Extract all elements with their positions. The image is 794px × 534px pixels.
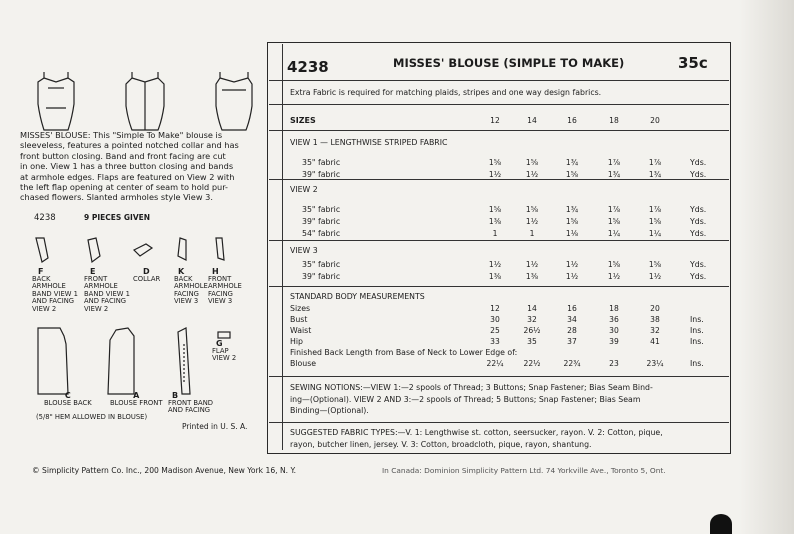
view-2-sketch xyxy=(126,72,164,130)
unit-label: Yds. xyxy=(690,260,707,269)
table-cell: 14 xyxy=(527,116,537,125)
table-cell: 20 xyxy=(650,116,660,125)
piece-G: G FLAP VIEW 2 xyxy=(212,339,237,363)
table-cell: 39 xyxy=(609,337,619,346)
sewing-notions xyxy=(290,382,653,417)
table-cell: 28 xyxy=(567,326,577,335)
notions-line: SEWING NOTIONS:—VIEW 1:—2 spools of Thread; 3 Buttons; Snap Fastener; Bias Seam Bind- xyxy=(290,383,653,392)
hem-note: (5/8" HEM ALLOWED IN BLOUSE) xyxy=(36,413,148,421)
table-cell: 1⅞ xyxy=(648,205,662,214)
pattern-title: MISSES' BLOUSE (SIMPLE TO MAKE) xyxy=(393,56,625,70)
table-cell: 22¾ xyxy=(563,359,581,368)
table-cell: 1⅝ xyxy=(525,158,539,167)
measurement-label: Waist xyxy=(290,326,312,335)
piece-K: K BACK ARMHOLE FACING VIEW 3 xyxy=(174,267,208,306)
table-cell: 23¼ xyxy=(646,359,664,368)
suggested-fabrics xyxy=(290,427,663,450)
table-cell: 37 xyxy=(567,337,577,346)
table-cell: 32 xyxy=(527,315,537,324)
description-line: sleeveless, features a pointed notched collar and has xyxy=(20,140,239,151)
description-line: chased flowers. Slanted armholes style View 3. xyxy=(20,192,213,203)
back-length-label: Finished Back Length from Base of Neck to Lower Edge of: xyxy=(290,348,518,357)
piece-E: E FRONT ARMHOLE BAND VIEW 1 AND FACING VIEW 2 xyxy=(84,267,130,313)
table-cell: 12 xyxy=(490,304,500,313)
table-cell: 1 xyxy=(492,229,498,238)
table-cell: 18 xyxy=(609,304,619,313)
table-cell: 20 xyxy=(650,304,660,313)
description-line: in one. View 1 has a three button closing and bands xyxy=(20,161,234,172)
piece-D: D COLLAR xyxy=(133,267,161,283)
fabric-width-label: 39" fabric xyxy=(302,272,341,281)
table-cell: 1¼ xyxy=(607,229,621,238)
sizes-label: SIZES xyxy=(290,116,316,125)
table-cell: 1¾ xyxy=(607,170,621,179)
table-cell: 1⅝ xyxy=(607,260,621,269)
table-cell: 25 xyxy=(490,326,500,335)
clip-mark xyxy=(710,514,732,534)
measurement-label: Blouse xyxy=(290,359,317,368)
table-cell: 1⅝ xyxy=(648,260,662,269)
piece-F: F BACK ARMHOLE BAND VIEW 1 AND FACING VIEW 2 xyxy=(32,267,78,313)
fabric-width-label: 35" fabric xyxy=(302,205,341,214)
table-cell: 23 xyxy=(609,359,619,368)
table-cell: 1⅜ xyxy=(488,272,502,281)
fabrics-line: SUGGESTED FABRIC TYPES:—V. 1: Lengthwise st. cotton, seersucker, rayon. V. 2: Cotton, pique, xyxy=(290,428,663,437)
table-cell: 1¼ xyxy=(648,229,662,238)
table-cell: 26½ xyxy=(523,326,541,335)
footer-address: © Simplicity Pattern Co. Inc., 200 Madison Avenue, New York 16, N. Y. xyxy=(32,466,296,475)
measurement-label: Bust xyxy=(290,315,308,324)
table-cell: 30 xyxy=(609,326,619,335)
small-pattern-number: 4238 xyxy=(34,213,56,223)
table-cell: 18 xyxy=(609,116,619,125)
description-line: MISSES' BLOUSE: This "Simple To Make" blouse is xyxy=(20,130,223,140)
table-cell: 1⅝ xyxy=(565,217,579,226)
pieces-given: 9 PIECES GIVEN xyxy=(84,213,151,222)
table-cell: 1½ xyxy=(565,260,579,269)
unit-label: Yds. xyxy=(690,229,707,238)
table-cell: 1 xyxy=(529,229,535,238)
piece-B: B FRONT BAND AND FACING xyxy=(168,391,214,415)
view-title: VIEW 3 xyxy=(290,246,318,255)
printed-note: Printed in U. S. A. xyxy=(182,422,248,431)
table-cell: 36 xyxy=(609,315,619,324)
table-cell: 16 xyxy=(567,304,577,313)
table-cell: 1⅛ xyxy=(565,229,579,238)
table-cell: 1⅞ xyxy=(607,205,621,214)
page-edge-shadow xyxy=(739,0,794,534)
table-cell: 1⅜ xyxy=(488,217,502,226)
table-cell: 33 xyxy=(490,337,500,346)
table-cell: 1½ xyxy=(648,272,662,281)
piece-C: C BLOUSE BACK xyxy=(44,391,92,407)
unit-label: Ins. xyxy=(690,315,704,324)
table-cell: 1½ xyxy=(488,170,502,179)
piece-A: A BLOUSE FRONT xyxy=(110,391,163,407)
unit-label: Yds. xyxy=(690,272,707,281)
description-line: the left flap opening at center of seam to hold pur- xyxy=(20,182,229,193)
table-cell: 1⅝ xyxy=(565,170,579,179)
unit-label: Ins. xyxy=(690,337,704,346)
unit-label: Yds. xyxy=(690,158,707,167)
table-cell: 1⅝ xyxy=(525,205,539,214)
small-pieces-art xyxy=(30,234,230,270)
table-cell: 1¾ xyxy=(565,205,579,214)
unit-label: Ins. xyxy=(690,326,704,335)
measurement-label: Sizes xyxy=(290,304,311,313)
table-cell: 1½ xyxy=(607,272,621,281)
measurement-label: Hip xyxy=(290,337,303,346)
unit-label: Ins. xyxy=(690,359,704,368)
table-cell: 32 xyxy=(650,326,660,335)
table-cell: 1½ xyxy=(488,260,502,269)
table-cell: 1⅜ xyxy=(525,272,539,281)
view-title: VIEW 1 — LENGTHWISE STRIPED FABRIC xyxy=(290,138,448,147)
notions-line: ing—(Optional). VIEW 2 AND 3:—2 spools of Thread; 5 Buttons; Snap Fastener; Bias Seam xyxy=(290,394,641,404)
piece-H: H FRONT ARMHOLE FACING VIEW 3 xyxy=(208,267,242,306)
table-cell: 22¼ xyxy=(486,359,504,368)
table-cell: 35 xyxy=(527,337,537,346)
table-cell: 12 xyxy=(490,116,500,125)
table-cell: 1½ xyxy=(525,170,539,179)
table-cell: 1¾ xyxy=(648,170,662,179)
fabric-width-label: 35" fabric xyxy=(302,158,341,167)
view-1-sketch xyxy=(38,72,74,130)
extra-fabric-note: Extra Fabric is required for matching plaids, stripes and one way design fabrics. xyxy=(290,88,602,97)
notions-line: Binding—(Optional). xyxy=(290,406,369,415)
table-cell: 1⅝ xyxy=(607,217,621,226)
table-cell: 30 xyxy=(490,315,500,324)
footer-canada: In Canada: Dominion Simplicity Pattern Ltd. 74 Yorkville Ave., Toronto 5, Ont. xyxy=(382,466,666,475)
fabrics-line: rayon, butcher linen, jersey. V. 3: Cotton, broadcloth, pique, rayon, shantung. xyxy=(290,439,592,449)
view-title: VIEW 2 xyxy=(290,185,318,194)
table-cell: 1⅝ xyxy=(648,217,662,226)
table-cell: 1½ xyxy=(525,260,539,269)
unit-label: Yds. xyxy=(690,217,707,226)
table-cell: 14 xyxy=(527,304,537,313)
table-cell: 41 xyxy=(650,337,660,346)
measurements-title: STANDARD BODY MEASUREMENTS xyxy=(290,292,425,301)
table-cell: 1⅞ xyxy=(607,158,621,167)
table-cell: 38 xyxy=(650,315,660,324)
table-cell: 1½ xyxy=(525,217,539,226)
view-sketches xyxy=(18,68,258,134)
table-cell: 34 xyxy=(567,315,577,324)
unit-label: Yds. xyxy=(690,170,707,179)
table-cell: 22½ xyxy=(523,359,541,368)
table-cell: 1⅝ xyxy=(488,158,502,167)
view-3-sketch xyxy=(216,72,252,130)
price: 35c xyxy=(678,54,708,72)
table-cell: 1⅝ xyxy=(488,205,502,214)
table-cell: 16 xyxy=(567,116,577,125)
fabric-width-label: 39" fabric xyxy=(302,217,341,226)
table-cell: 1½ xyxy=(565,272,579,281)
fabric-width-label: 54" fabric xyxy=(302,229,341,238)
description xyxy=(20,130,265,203)
fabric-width-label: 35" fabric xyxy=(302,260,341,269)
table-cell: 1¾ xyxy=(565,158,579,167)
description-line: front button closing. Band and front facing are cut xyxy=(20,150,226,161)
table-cell: 1⅞ xyxy=(648,158,662,167)
description-line: at armhole edges. Flaps are featured on View 2 with xyxy=(20,171,235,182)
pattern-number: 4238 xyxy=(287,58,329,76)
unit-label: Yds. xyxy=(690,205,707,214)
fabric-width-label: 39" fabric xyxy=(302,170,341,179)
